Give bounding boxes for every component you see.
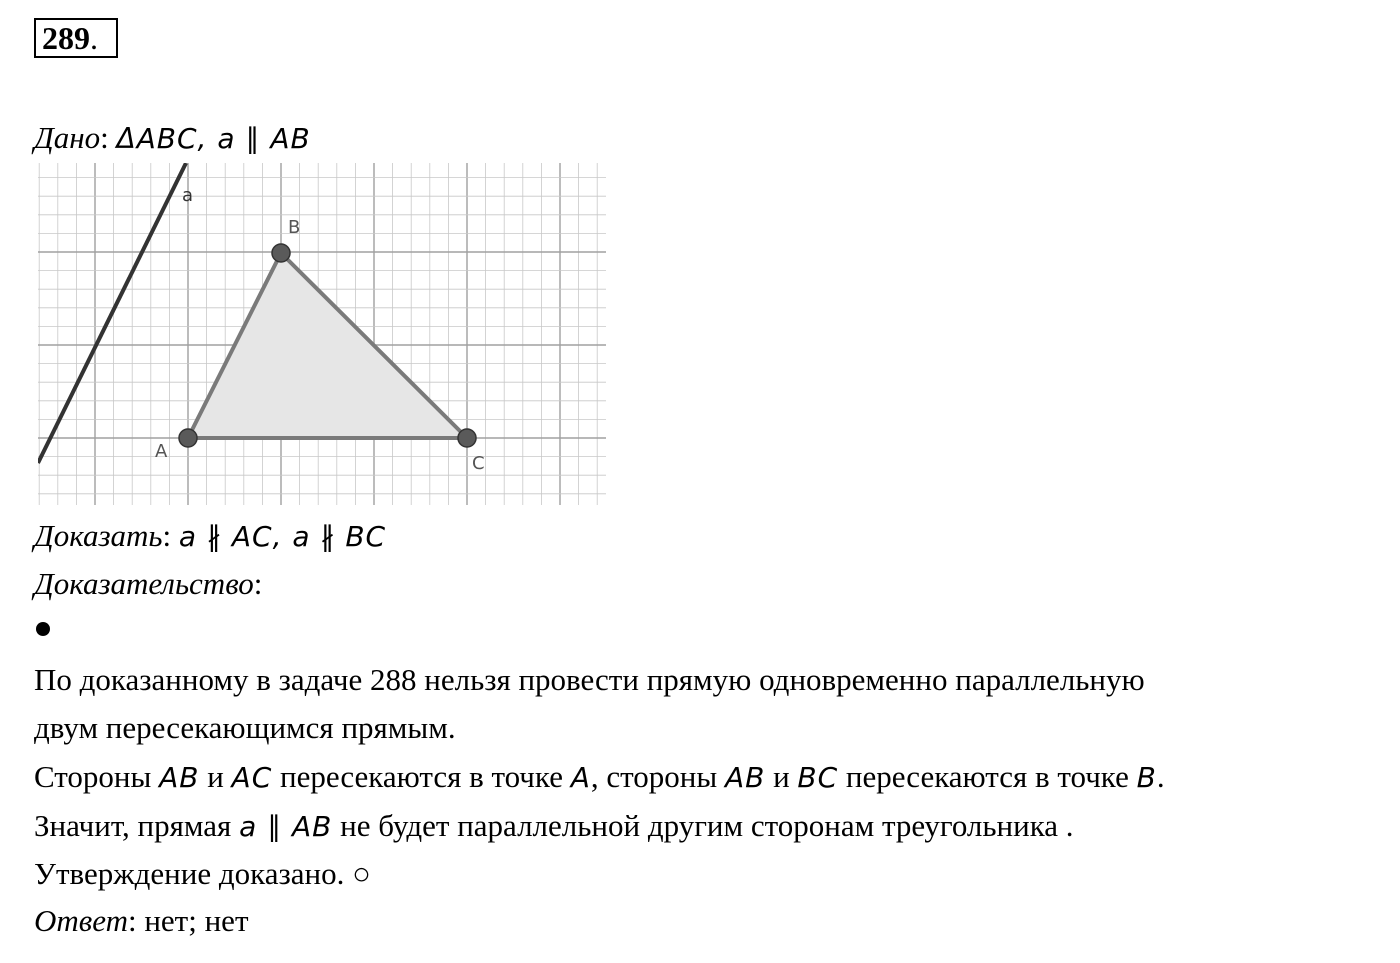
body-line-5: Утверждение доказано. ○ <box>34 856 371 891</box>
proof-line <box>34 564 262 604</box>
prove-label: Доказать <box>34 518 163 553</box>
proof-colon: : <box>253 566 263 601</box>
prove-line <box>34 516 386 557</box>
problem-number: 289. <box>42 20 98 56</box>
bullet-dot <box>36 622 50 636</box>
given-label: Дано <box>34 120 101 155</box>
given-math: ΔABC, a ∥ AB <box>116 122 311 155</box>
geometry-figure <box>38 163 606 505</box>
body-line-3: Стороны AB и AC пересекаются в точке A, стороны AB и BC пересекаются в точке B. <box>34 759 1165 794</box>
given-line <box>34 118 311 159</box>
answer-label: Ответ <box>34 903 128 938</box>
prove-colon: : <box>162 518 179 553</box>
body-line-2: двум пересекающимся прямым. <box>34 710 456 745</box>
point-c-label: C <box>472 453 485 474</box>
body-line-4: Значит, прямая a ∥ AB не будет параллельной другим сторонам треугольника . <box>34 808 1074 843</box>
point-b <box>272 244 290 262</box>
line-a <box>38 163 186 463</box>
body-line-1: По доказанному в задаче 288 нельзя провести прямую одновременно параллельную <box>34 662 1145 697</box>
line-a-label: a <box>182 185 194 206</box>
given-colon: : <box>100 120 117 155</box>
point-a <box>179 429 197 447</box>
point-c <box>458 429 476 447</box>
point-a-label: A <box>155 441 168 462</box>
prove-math: a ∦ AC, a ∦ BC <box>178 520 387 553</box>
answer-line <box>34 901 249 941</box>
proof-label: Доказательство <box>34 566 254 601</box>
point-b-label: B <box>288 217 301 238</box>
answer-text: : нет; нет <box>127 903 249 938</box>
